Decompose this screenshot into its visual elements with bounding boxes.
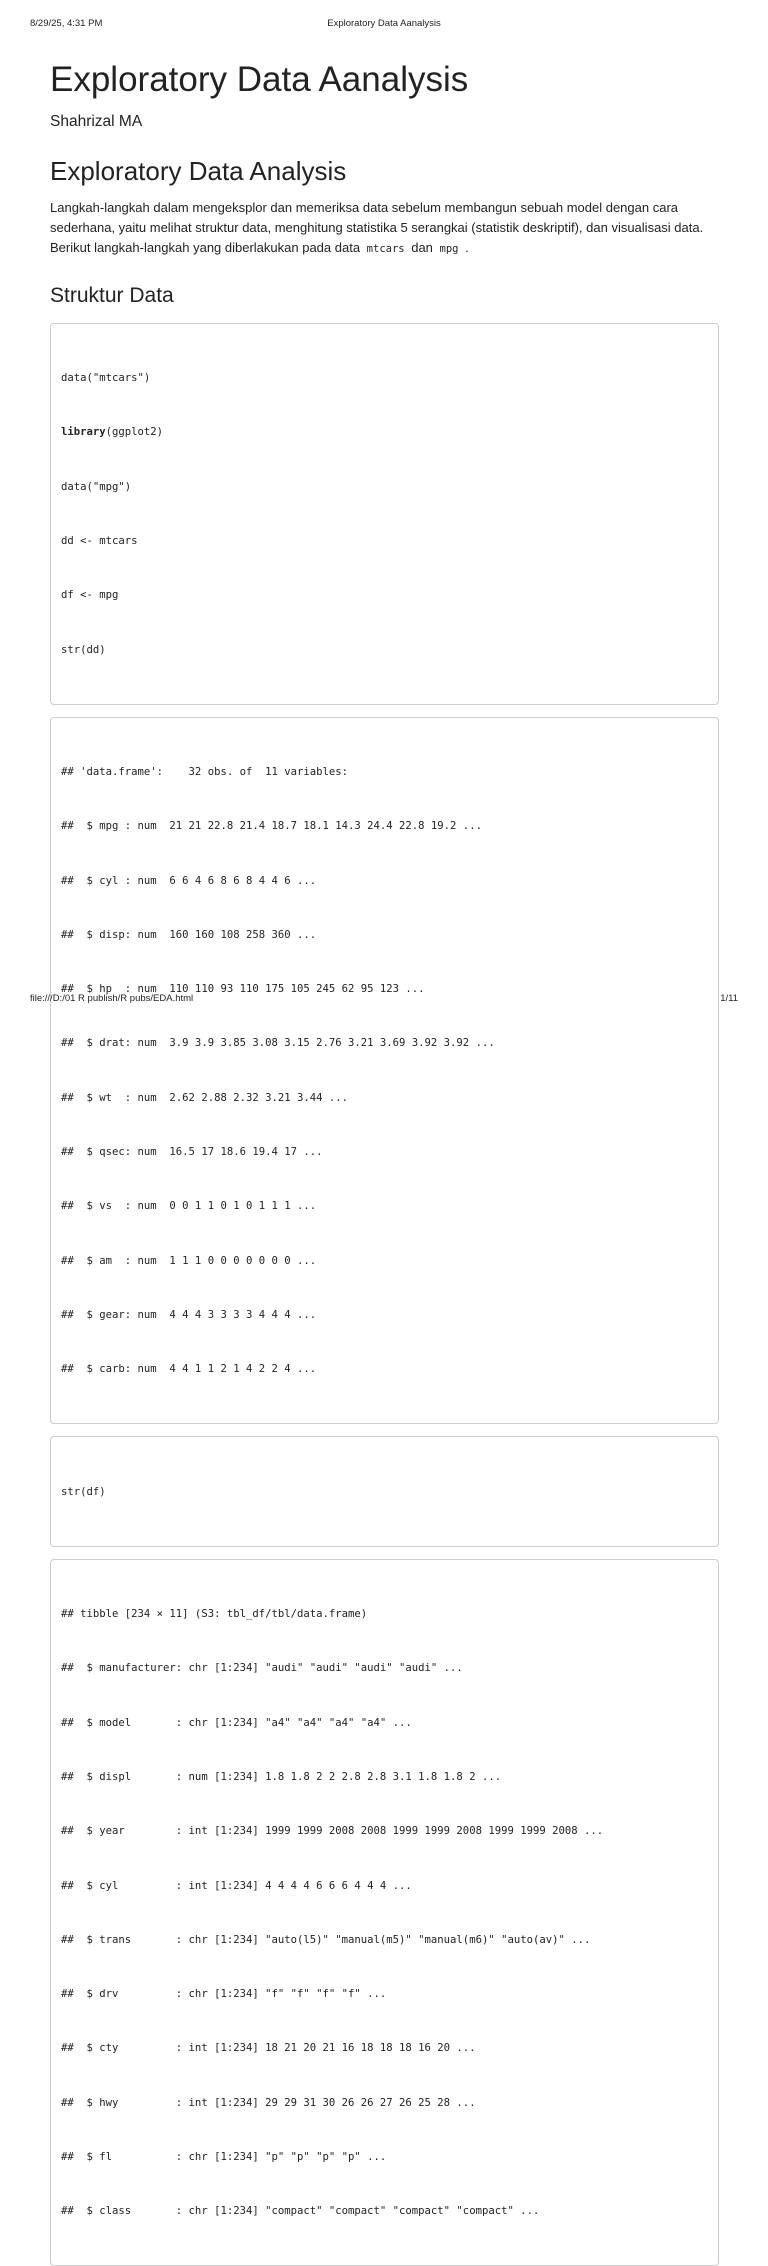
output-line: ## $ am : num 1 1 1 0 0 0 0 0 0 0 ...	[61, 1254, 317, 1267]
output-line: ## $ displ : num [1:234] 1.8 1.8 2 2 2.8 2.8 3.1 1.8 1.8 2 ...	[61, 1770, 502, 1783]
output-line: ## $ drv : chr [1:234] "f" "f" "f" "f" ...	[61, 1988, 387, 2001]
output-line: ## $ hp : num 110 110 93 110 175 105 245 62 95 123 ...	[61, 983, 425, 996]
inline-code-mtcars: mtcars	[366, 243, 405, 255]
output-line: ## $ model : chr [1:234] "a4" "a4" "a4" "a4" ...	[61, 1716, 412, 1729]
output-line: ## $ mpg : num 21 21 22.8 21.4 18.7 18.1 14.3 24.4 22.8 19.2 ...	[61, 820, 482, 833]
intro-text-before: Langkah-langkah dalam mengeksplor dan memeriksa data sebelum membangun sebuah model dengan cara sederhana, yaitu melihat struktur data, menghitung statistika 5 serangkai (statistik deskriptif), dan visualisasi data. Berikut langkah-langkah yang diberlakukan pada data	[50, 200, 704, 255]
code-line: library(ggplot2)	[61, 426, 164, 439]
code-line: str(df)	[61, 1485, 106, 1498]
section-heading: Exploratory Data Analysis	[50, 156, 347, 186]
output-line: ## $ cyl : int [1:234] 4 4 4 4 6 6 6 4 4 4 ...	[61, 1879, 412, 1892]
output-line: ## $ gear: num 4 4 4 3 3 3 3 4 4 4 ...	[61, 1308, 317, 1321]
output-block-2	[50, 1559, 719, 2266]
output-line: ## $ trans : chr [1:234] "auto(l5)" "manual(m5)" "manual(m6)" "auto(av)" ...	[61, 1933, 591, 1946]
output-block-1	[50, 717, 719, 1425]
print-header	[30, 18, 738, 32]
code-line: dd <- mtcars	[61, 535, 138, 548]
intro-text-middle: dan	[407, 240, 437, 255]
code-line: df <- mpg	[61, 589, 119, 602]
intro-paragraph	[50, 198, 719, 259]
intro-text-after: .	[461, 240, 469, 255]
output-line: ## $ wt : num 2.62 2.88 2.32 3.21 3.44 ...	[61, 1091, 349, 1104]
code-line: data("mtcars")	[61, 372, 151, 385]
document-body	[50, 52, 719, 2266]
print-doc-title: Exploratory Data Aanalysis	[327, 18, 441, 29]
output-line: ## $ year : int [1:234] 1999 1999 2008 2008 1999 1999 2008 1999 1999 2008 ...	[61, 1825, 604, 1838]
code-chunk-2	[50, 1436, 719, 1546]
output-line: ## $ drat: num 3.9 3.9 3.85 3.08 3.15 2.76 3.21 3.69 3.92 3.92 ...	[61, 1037, 495, 1050]
output-line: ## $ cyl : num 6 6 4 6 8 6 8 4 4 6 ...	[61, 874, 317, 887]
output-line: ## $ vs : num 0 0 1 1 0 1 0 1 1 1 ...	[61, 1200, 317, 1213]
footer-file-path: file:///D:/01 R publish/R pubs/EDA.html	[30, 993, 194, 1004]
output-line: ## $ class : chr [1:234] "compact" "compact" "compact" "compact" ...	[61, 2205, 540, 2218]
output-line: ## $ fl : chr [1:234] "p" "p" "p" "p" ...	[61, 2150, 387, 2163]
footer-page-indicator: 1/11	[720, 993, 738, 1004]
output-line: ## $ carb: num 4 4 1 1 2 1 4 2 2 4 ...	[61, 1363, 317, 1376]
keyword-library: library	[61, 426, 106, 439]
code-chunk-1	[50, 323, 719, 705]
output-line: ## $ manufacturer: chr [1:234] "audi" "audi" "audi" "audi" ...	[61, 1662, 463, 1675]
document-title: Exploratory Data Aanalysis	[50, 60, 469, 99]
output-line: ## $ cty : int [1:234] 18 21 20 21 16 18 18 18 16 20 ...	[61, 2042, 476, 2055]
code-line: str(dd)	[61, 643, 106, 656]
output-line: ## tibble [234 × 11] (S3: tbl_df/tbl/data.frame)	[61, 1608, 368, 1621]
output-line: ## 'data.frame': 32 obs. of 11 variables:	[61, 766, 349, 779]
code-line: data("mpg")	[61, 480, 132, 493]
print-datetime: 8/29/25, 4:31 PM	[30, 18, 103, 29]
output-line: ## $ hwy : int [1:234] 29 29 31 30 26 26 27 26 25 28 ...	[61, 2096, 476, 2109]
output-line: ## $ qsec: num 16.5 17 18.6 19.4 17 ...	[61, 1146, 323, 1159]
inline-code-mpg: mpg	[439, 243, 459, 255]
author-name: Shahrizal MA	[50, 113, 143, 130]
print-footer	[30, 993, 738, 1007]
subsection-heading: Struktur Data	[50, 284, 174, 307]
output-line: ## $ disp: num 160 160 108 258 360 ...	[61, 928, 317, 941]
